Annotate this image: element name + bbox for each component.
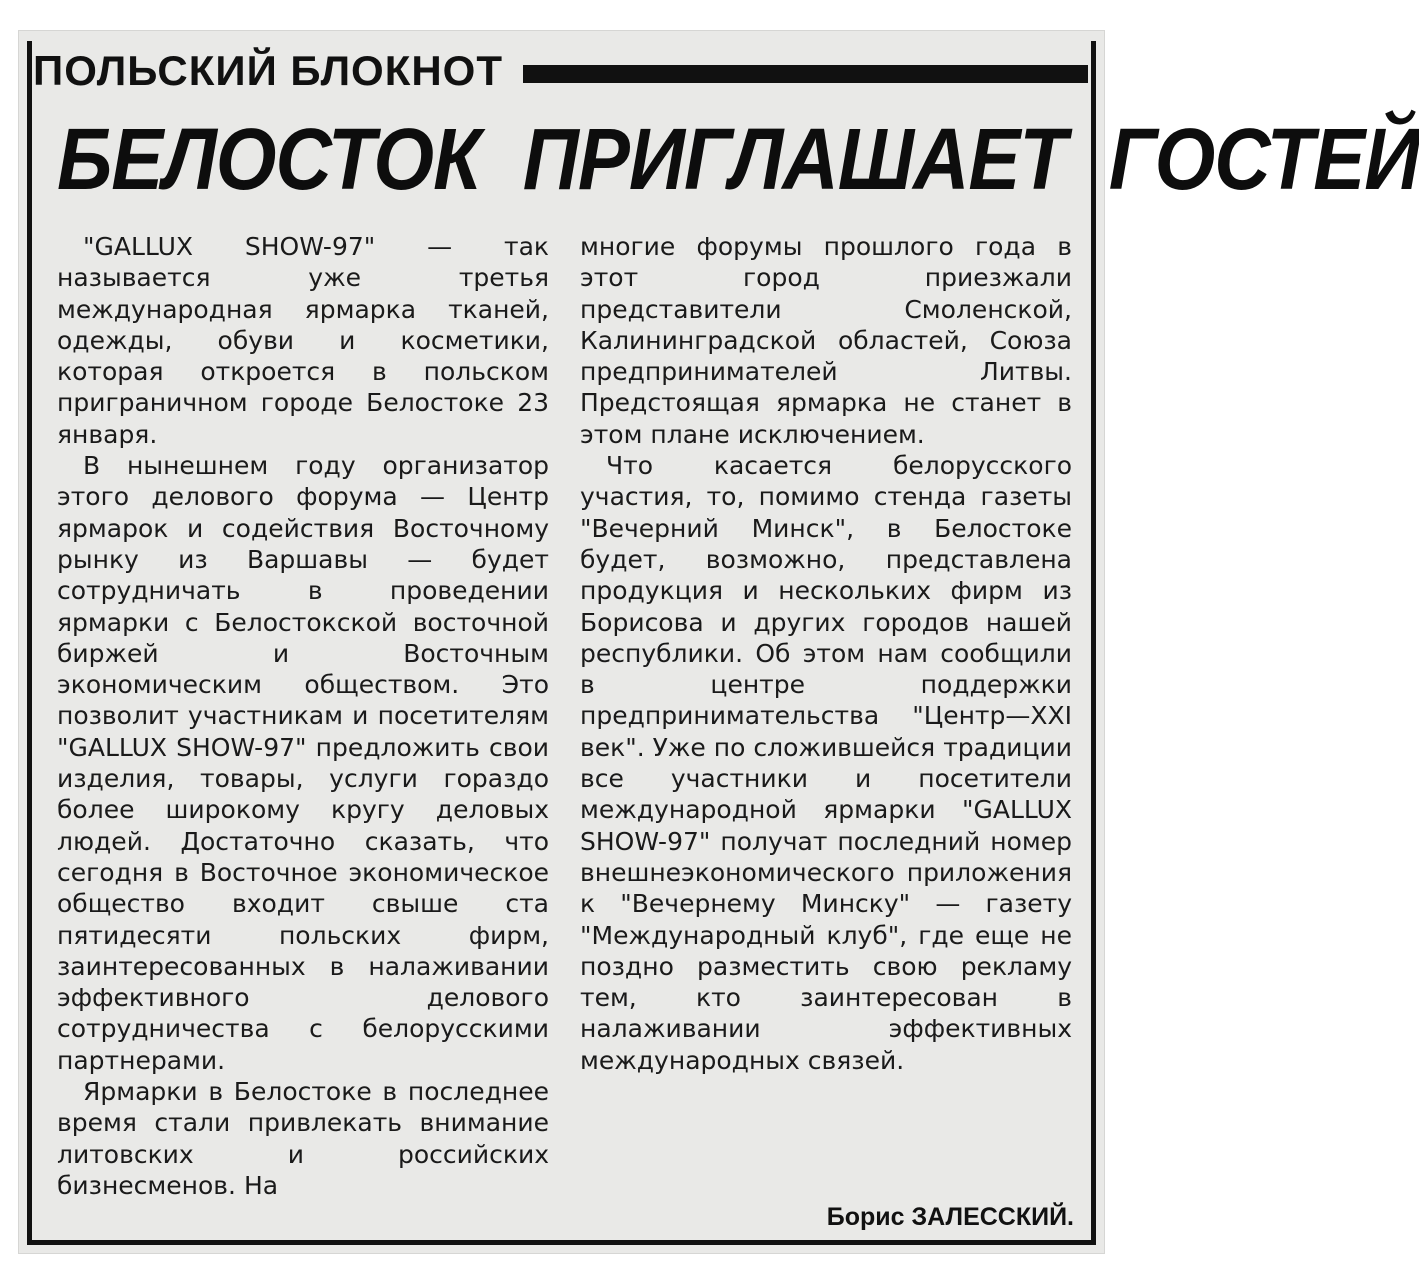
paragraph: Что касается белорусского участия, то, помимо стенда газеты "Вечерний Минск", в Белостоке будет, возможно, представлена продукция и нескольких фирм из Борисова и других городов нашей республики. Об этом нам сообщили в центре поддержки предпринимательства "Центр—XXI век". Уже по сложившейся традиции все участники и посетители международной ярмарки "GALLUX SHOW-97" получат последний номер внешнеэкономического приложения к "Вечернему Минску" — газету "Международный клуб", где еще не поздно разместить свою рекламу тем, кто заинтересован в налаживании эффективных международных связей. (580, 451, 1072, 1075)
rubric-bar (523, 65, 1088, 83)
rubric-title: ПОЛЬСКИЙ БЛОКНОТ (33, 47, 504, 94)
paragraph: "GALLUX SHOW-97" — так называется уже третья международная ярмарка тканей, одежды, обуви и косметики, которая откроется в польском приграничном городе Белостоке 23 января. (57, 232, 549, 449)
paragraph: Ярмарки в Белостоке в последнее время стали привлекать внимание литовских и российских бизнесменов. На (57, 1077, 549, 1200)
newspaper-clipping (18, 30, 1419, 1254)
column-left (57, 231, 549, 1201)
article-body (57, 231, 1072, 1201)
paragraph-continued: многие форумы прошлого года в этот город приезжали представители Смоленской, Калининградской областей, Союза предпринимателей Литвы. Предстоящая ярмарка не станет в этом плане исключением. (580, 232, 1072, 449)
author-signature: Борис ЗАЛЕССКИЙ. (826, 1203, 1074, 1231)
rubric-row (33, 45, 1088, 97)
paragraph: В нынешнем году организатор этого делового форума — Центр ярмарок и содействия Восточному рынку из Варшавы — будет сотрудничать в проведении ярмарки с Белостокской восточной биржей и Восточным экономическим обществом. Это позволит участникам и посетителям "GALLUX SHOW-97" предложить свои изделия, товары, услуги гораздо более широкому кругу деловых людей. Достаточно сказать, что сегодня в Восточное экономическое общество входит свыше ста пятидесяти польских фирм, заинтересованных в налаживании эффективного делового сотрудничества с белорусскими партнерами. (57, 451, 549, 1075)
headline: БЕЛОСТОК ПРИГЛАШАЕТ ГОСТЕЙ (57, 109, 1419, 209)
column-right (580, 231, 1072, 1201)
